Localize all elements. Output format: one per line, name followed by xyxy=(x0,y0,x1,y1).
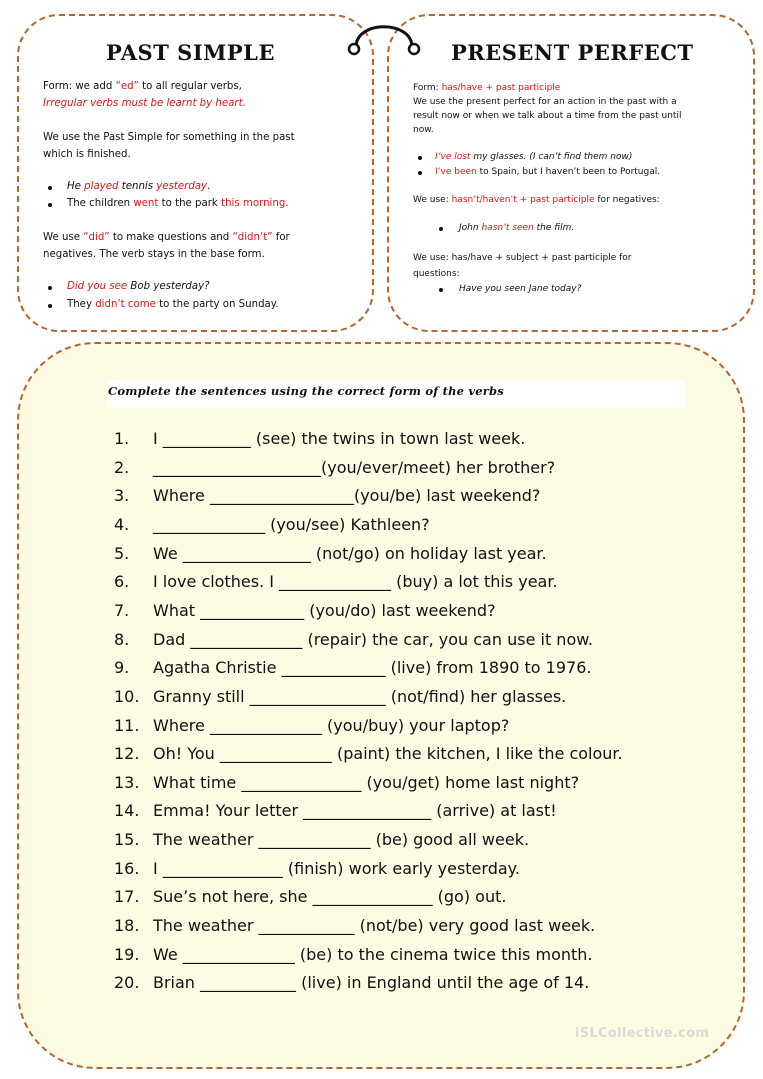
exercise-number: 18. xyxy=(114,916,140,935)
exercise-number: 13. xyxy=(114,773,140,792)
exercise-sentence: Sue’s not here, she _______________ (go) out. xyxy=(153,887,507,906)
exercise-sentence: Where __________________(you/be) last weekend? xyxy=(153,486,541,505)
ps-irregular-note: Irregular verbs must be learnt by heart. xyxy=(43,98,246,109)
exercise-instruction: Complete the sentences using the correct form of the verbs xyxy=(108,384,504,398)
exercise-sentence: Brian ____________ (live) in England until the age of 14. xyxy=(153,973,590,992)
ps-example-3: Did you see Bob yesterday? xyxy=(67,281,210,292)
bullet-icon xyxy=(48,203,52,207)
ps-usage-line-1: We use the Past Simple for something in the past xyxy=(43,132,295,143)
pp-question-line-2: questions: xyxy=(413,269,460,279)
past-simple-title: PAST SIMPLE xyxy=(106,40,275,65)
exercise-sentence: Oh! You ______________ (paint) the kitchen, I like the colour. xyxy=(153,744,623,763)
ps-question-line-2: negatives. The verb stays in the base form. xyxy=(43,249,265,260)
ps-example-1: He played tennis yesterday. xyxy=(67,181,211,192)
exercise-number: 14. xyxy=(114,801,140,820)
exercise-sentence: I ___________ (see) the twins in town last week. xyxy=(153,429,526,448)
pp-example-2: I’ve been to Spain, but I haven’t been to Portugal. xyxy=(435,167,661,177)
exercise-number: 20. xyxy=(114,973,140,992)
exercise-sentence: I love clothes. I ______________ (buy) a lot this year. xyxy=(153,572,558,591)
ps-example-2: The children went to the park this morning. xyxy=(67,198,289,209)
pp-usage-line-3: now. xyxy=(413,125,434,135)
exercise-sentence: Dad ______________ (repair) the car, you can use it now. xyxy=(153,630,593,649)
exercise-number: 1. xyxy=(114,429,130,448)
bullet-icon xyxy=(439,288,443,292)
exercise-number: 19. xyxy=(114,945,140,964)
exercise-number: 4. xyxy=(114,515,130,534)
bullet-icon xyxy=(48,304,52,308)
watermark: iSLCollective.com xyxy=(575,1026,710,1041)
exercise-sentence: Granny still _________________ (not/find) her glasses. xyxy=(153,687,567,706)
exercise-number: 6. xyxy=(114,572,130,591)
exercise-sentence: Where ______________ (you/buy) your laptop? xyxy=(153,716,510,735)
exercise-number: 15. xyxy=(114,830,140,849)
ps-question-line-1: We use “did” to make questions and “didn’t” for xyxy=(43,232,290,243)
pp-example-1: I’ve lost my glasses. (I can’t find them now) xyxy=(435,152,633,162)
exercise-sentence: ______________ (you/see) Kathleen? xyxy=(153,515,430,534)
bullet-icon xyxy=(418,156,422,160)
exercise-number: 11. xyxy=(114,716,140,735)
bullet-icon xyxy=(418,171,422,175)
exercise-number: 10. xyxy=(114,687,140,706)
pp-usage-line-2: result now or when we talk about a time from the past until xyxy=(413,111,682,121)
pp-example-3: John hasn’t seen the film. xyxy=(459,223,575,233)
bullet-icon xyxy=(439,227,443,231)
ps-usage-line-2: which is finished. xyxy=(43,149,131,160)
ps-form-line: Form: we add “ed” to all regular verbs, xyxy=(43,81,242,92)
exercise-number: 8. xyxy=(114,630,130,649)
exercise-number: 3. xyxy=(114,486,130,505)
exercise-sentence: We ________________ (not/go) on holiday last year. xyxy=(153,544,547,563)
exercise-number: 2. xyxy=(114,458,130,477)
bullet-icon xyxy=(48,186,52,190)
exercise-sentence: What _____________ (you/do) last weekend? xyxy=(153,601,496,620)
exercise-number: 17. xyxy=(114,887,140,906)
pp-usage-line-1: We use the present perfect for an action in the past with a xyxy=(413,97,677,107)
ps-example-4: They didn’t come to the party on Sunday. xyxy=(67,299,279,310)
bullet-icon xyxy=(48,286,52,290)
pp-question-line-1: We use: has/have + subject + past participle for xyxy=(413,253,632,263)
ps-form-ed: “ed” xyxy=(115,81,139,92)
card-connector-icon xyxy=(342,14,426,60)
exercise-sentence: Emma! Your letter ________________ (arrive) at last! xyxy=(153,801,557,820)
exercise-sentence: Agatha Christie _____________ (live) from 1890 to 1976. xyxy=(153,658,592,677)
exercise-sentence: We ______________ (be) to the cinema twice this month. xyxy=(153,945,593,964)
pp-example-4: Have you seen Jane today? xyxy=(459,284,582,294)
exercise-sentence: _____________________(you/ever/meet) her brother? xyxy=(153,458,556,477)
exercise-sentence: I _______________ (finish) work early yesterday. xyxy=(153,859,520,878)
past-simple-card xyxy=(17,14,374,332)
exercise-number: 7. xyxy=(114,601,130,620)
exercise-number: 5. xyxy=(114,544,130,563)
present-perfect-card xyxy=(387,14,755,332)
exercise-sentence: What time _______________ (you/get) home last night? xyxy=(153,773,580,792)
present-perfect-title: PRESENT PERFECT xyxy=(451,40,694,65)
pp-negative-line: We use: hasn’t/haven’t + past participle for negatives: xyxy=(413,195,660,205)
exercise-sentence: The weather ______________ (be) good all week. xyxy=(153,830,530,849)
exercise-sentence: The weather ____________ (not/be) very good last week. xyxy=(153,916,596,935)
exercise-number: 16. xyxy=(114,859,140,878)
exercise-number: 9. xyxy=(114,658,130,677)
exercise-number: 12. xyxy=(114,744,140,763)
pp-form-line: Form: has/have + past participle xyxy=(413,83,561,93)
